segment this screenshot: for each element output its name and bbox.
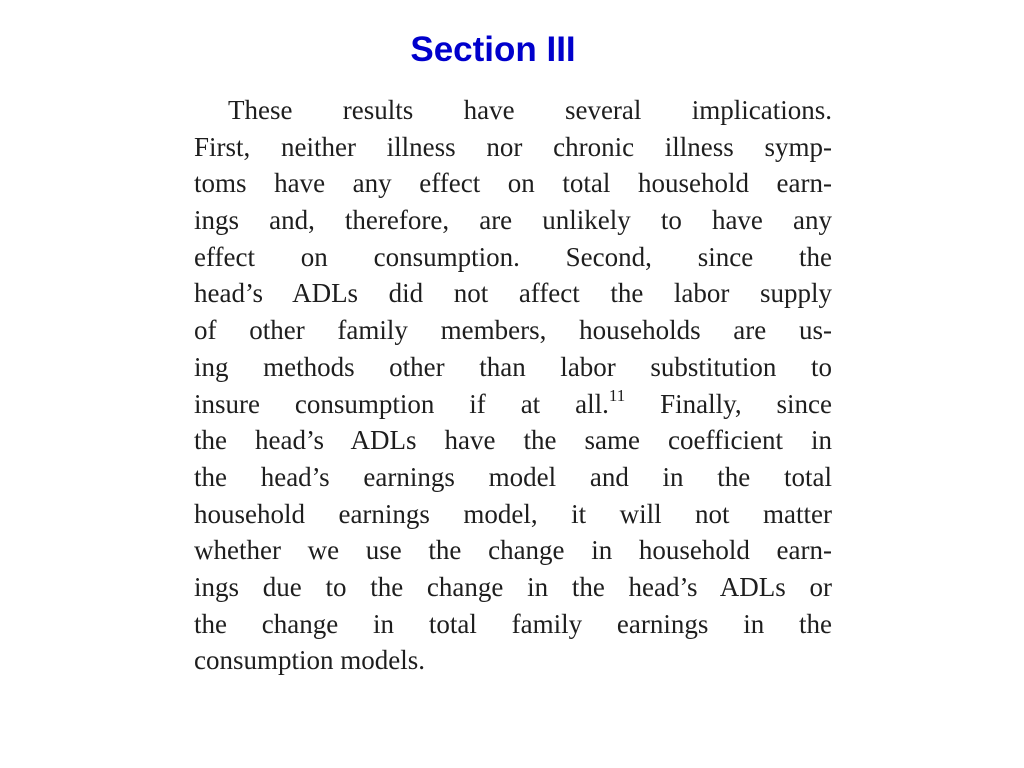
excerpt-line: ings due to the change in the head’s ADLs or <box>194 571 832 602</box>
excerpt-line: whether we use the change in household earn- <box>194 535 832 566</box>
paper-excerpt <box>194 92 832 679</box>
excerpt-line-with-footnote <box>194 386 832 423</box>
excerpt-line: the change in total family earnings in the <box>194 608 832 639</box>
excerpt-text: Finally, since <box>625 388 832 419</box>
excerpt-line: household earnings model, it will not matter <box>194 498 832 529</box>
excerpt-line: effect on consumption. Second, since the <box>194 241 832 272</box>
excerpt-text: insure consumption if at all. <box>194 388 609 419</box>
excerpt-line: the head’s ADLs have the same coefficient in <box>194 425 832 456</box>
excerpt-line: the head’s earnings model and in the total <box>194 461 832 492</box>
excerpt-line: head’s ADLs did not affect the labor supply <box>194 278 832 309</box>
excerpt-line: of other family members, households are us- <box>194 315 832 346</box>
slide-title: Section III <box>410 30 576 69</box>
excerpt-line: ings and, therefore, are unlikely to have any <box>194 205 832 236</box>
footnote-reference: 11 <box>608 385 626 405</box>
excerpt-line: First, neither illness nor chronic illness symp- <box>194 131 832 162</box>
excerpt-line: ing methods other than labor substitution to <box>194 351 832 382</box>
excerpt-line: consumption models. <box>194 645 425 676</box>
excerpt-line: These results have several implications. <box>228 95 832 125</box>
excerpt-line: toms have any effect on total household earn- <box>194 168 832 199</box>
